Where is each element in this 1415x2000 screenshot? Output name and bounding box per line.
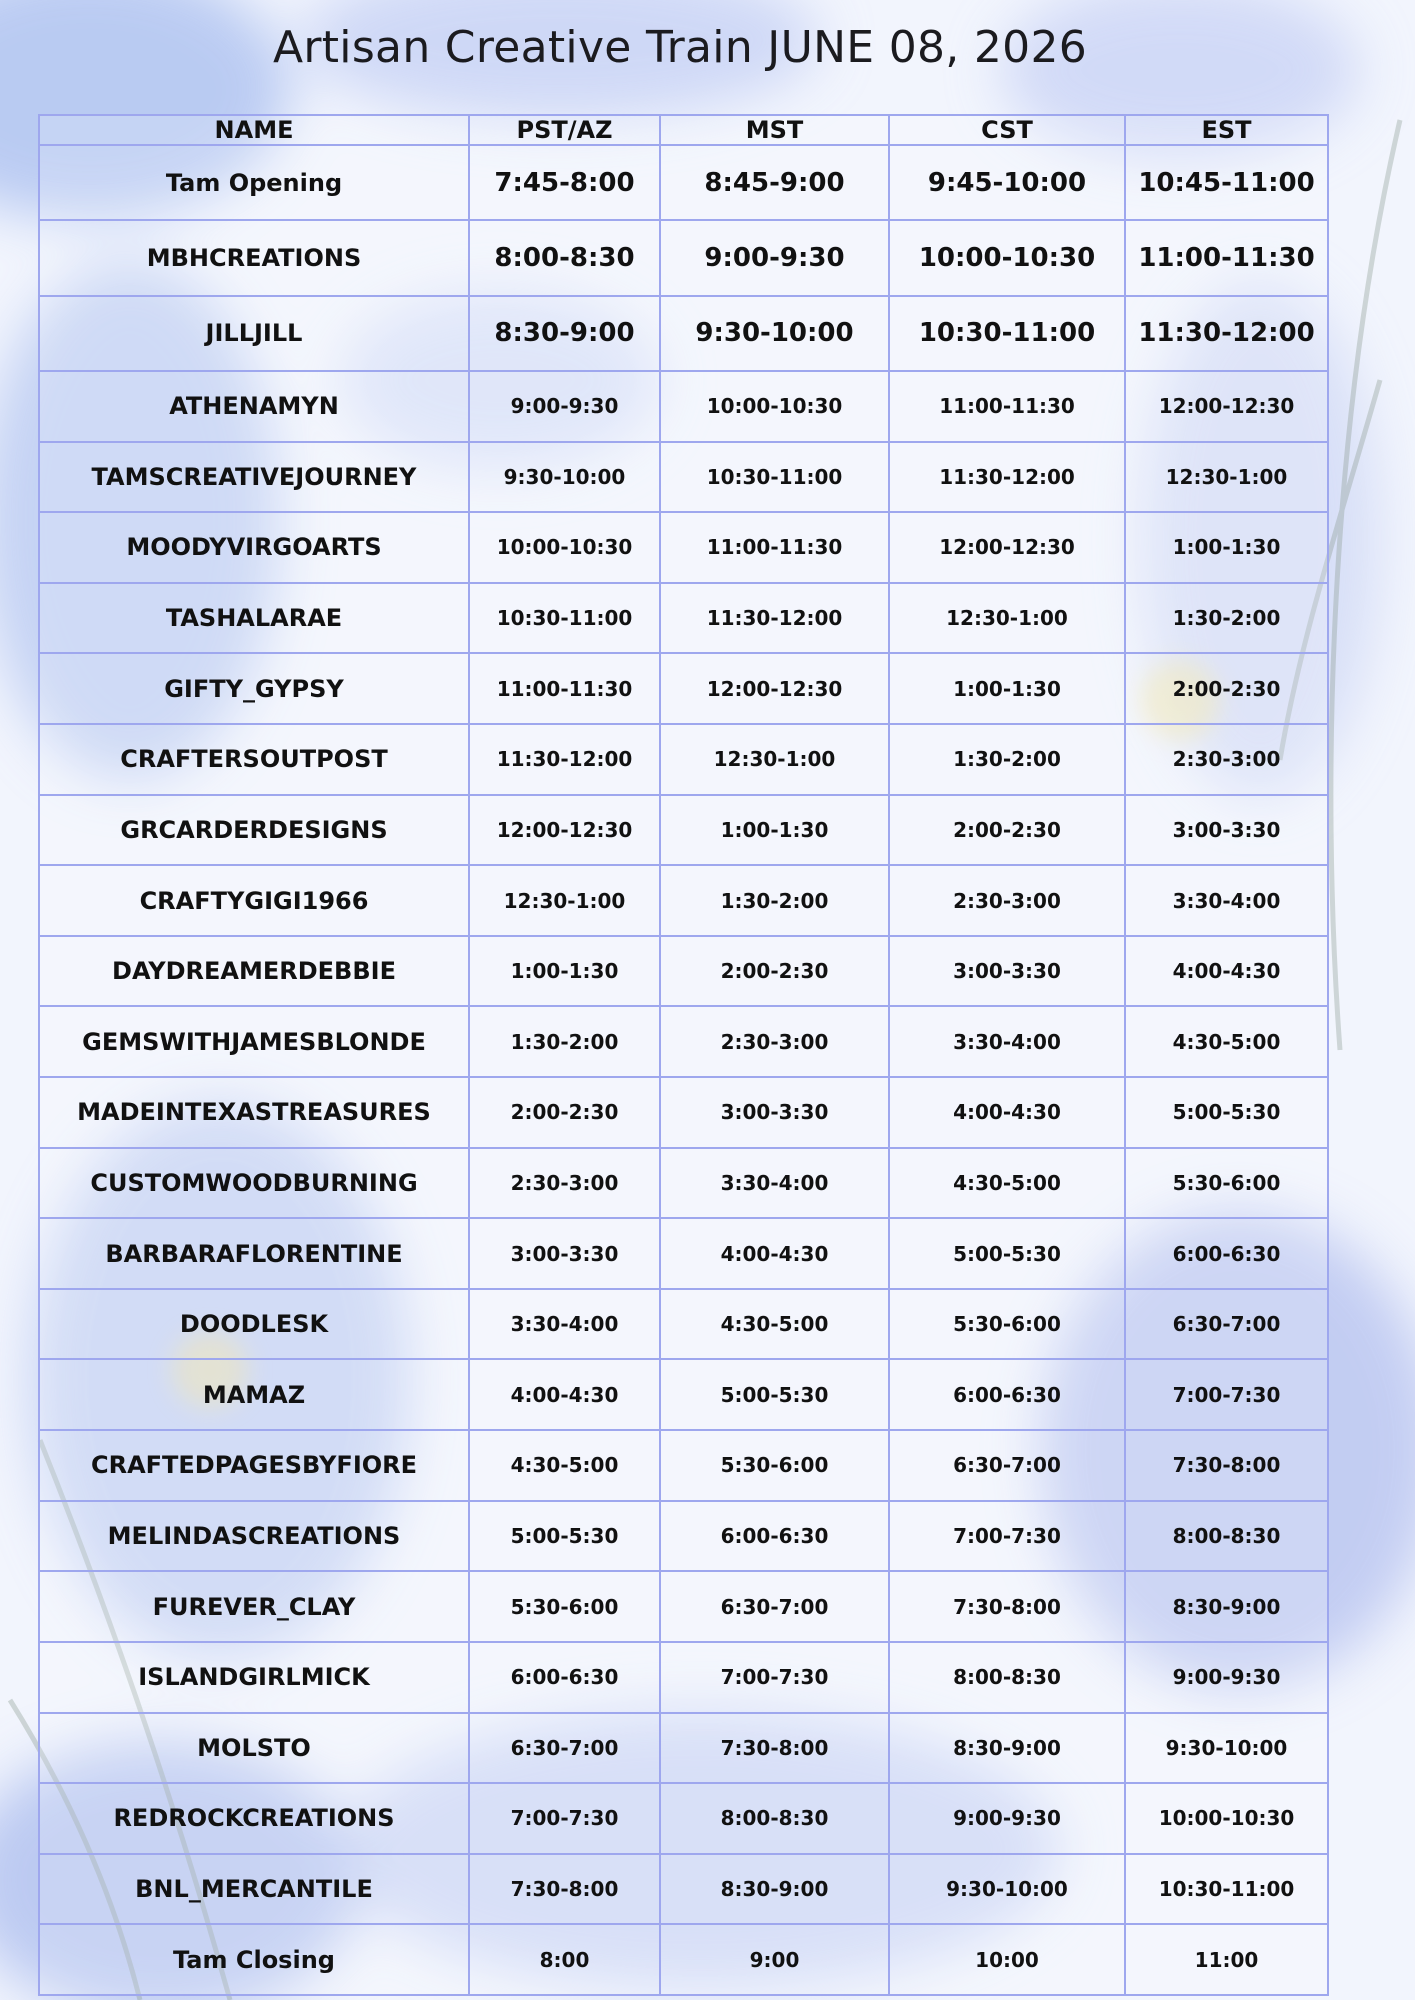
row-mst-time: 4:00-4:30 xyxy=(660,1218,889,1289)
row-name: GRCARDERDESIGNS xyxy=(39,795,469,866)
row-cst-time: 3:30-4:00 xyxy=(889,1006,1125,1077)
table-row xyxy=(39,1359,1328,1430)
table-row xyxy=(39,1077,1328,1148)
row-cst-time: 10:30-11:00 xyxy=(889,296,1125,371)
row-name: MELINDASCREATIONS xyxy=(39,1501,469,1572)
row-pst-time: 10:30-11:00 xyxy=(469,583,660,654)
row-name: TAMSCREATIVEJOURNEY xyxy=(39,442,469,513)
row-mst-time: 1:30-2:00 xyxy=(660,865,889,936)
row-pst-time: 9:30-10:00 xyxy=(469,442,660,513)
row-mst-time: 6:30-7:00 xyxy=(660,1571,889,1642)
row-name: BNL_MERCANTILE xyxy=(39,1854,469,1925)
row-est-time: 5:30-6:00 xyxy=(1125,1148,1328,1219)
row-mst-time: 2:30-3:00 xyxy=(660,1006,889,1077)
row-pst-time: 1:00-1:30 xyxy=(469,936,660,1007)
table-row xyxy=(39,936,1328,1007)
row-mst-time: 9:30-10:00 xyxy=(660,296,889,371)
row-cst-time: 5:30-6:00 xyxy=(889,1289,1125,1360)
header-pst-az: PST/AZ xyxy=(469,115,660,145)
row-mst-time: 1:00-1:30 xyxy=(660,795,889,866)
row-mst-time: 6:00-6:30 xyxy=(660,1501,889,1572)
row-mst-time: 7:30-8:00 xyxy=(660,1713,889,1784)
table-row xyxy=(39,795,1328,866)
row-mst-time: 5:00-5:30 xyxy=(660,1359,889,1430)
row-cst-time: 5:00-5:30 xyxy=(889,1218,1125,1289)
row-est-time: 4:30-5:00 xyxy=(1125,1006,1328,1077)
row-est-time: 12:00-12:30 xyxy=(1125,371,1328,442)
row-cst-time: 9:30-10:00 xyxy=(889,1854,1125,1925)
row-name: MOLSTO xyxy=(39,1713,469,1784)
row-pst-time: 6:00-6:30 xyxy=(469,1642,660,1713)
row-name: MBHCREATIONS xyxy=(39,220,469,295)
row-est-time: 6:30-7:00 xyxy=(1125,1289,1328,1360)
row-cst-time: 8:00-8:30 xyxy=(889,1642,1125,1713)
row-pst-time: 7:45-8:00 xyxy=(469,145,660,220)
row-est-time: 5:00-5:30 xyxy=(1125,1077,1328,1148)
row-pst-time: 2:30-3:00 xyxy=(469,1148,660,1219)
row-est-time: 8:30-9:00 xyxy=(1125,1571,1328,1642)
table-row xyxy=(39,724,1328,795)
row-est-time: 3:30-4:00 xyxy=(1125,865,1328,936)
row-cst-time: 2:30-3:00 xyxy=(889,865,1125,936)
row-mst-time: 3:00-3:30 xyxy=(660,1077,889,1148)
row-cst-time: 11:30-12:00 xyxy=(889,442,1125,513)
row-cst-time: 1:30-2:00 xyxy=(889,724,1125,795)
table-row xyxy=(39,1924,1328,1995)
row-mst-time: 3:30-4:00 xyxy=(660,1148,889,1219)
row-pst-time: 11:00-11:30 xyxy=(469,653,660,724)
row-est-time: 11:30-12:00 xyxy=(1125,296,1328,371)
table-row xyxy=(39,1218,1328,1289)
row-pst-time: 2:00-2:30 xyxy=(469,1077,660,1148)
schedule-table xyxy=(38,114,1329,1996)
table-row xyxy=(39,371,1328,442)
table-row xyxy=(39,296,1328,371)
table-row xyxy=(39,1713,1328,1784)
table-row xyxy=(39,1854,1328,1925)
row-est-time: 10:30-11:00 xyxy=(1125,1854,1328,1925)
row-name: FUREVER_CLAY xyxy=(39,1571,469,1642)
row-mst-time: 7:00-7:30 xyxy=(660,1642,889,1713)
row-pst-time: 10:00-10:30 xyxy=(469,512,660,583)
table-row xyxy=(39,1148,1328,1219)
row-mst-time: 4:30-5:00 xyxy=(660,1289,889,1360)
row-name: ATHENAMYN xyxy=(39,371,469,442)
row-mst-time: 5:30-6:00 xyxy=(660,1430,889,1501)
row-pst-time: 7:00-7:30 xyxy=(469,1783,660,1854)
row-mst-time: 10:30-11:00 xyxy=(660,442,889,513)
table-row xyxy=(39,1783,1328,1854)
row-name: BARBARAFLORENTINE xyxy=(39,1218,469,1289)
header-est: EST xyxy=(1125,115,1328,145)
row-cst-time: 11:00-11:30 xyxy=(889,371,1125,442)
row-cst-time: 8:30-9:00 xyxy=(889,1713,1125,1784)
row-cst-time: 6:30-7:00 xyxy=(889,1430,1125,1501)
row-cst-time: 9:00-9:30 xyxy=(889,1783,1125,1854)
header-mst: MST xyxy=(660,115,889,145)
row-mst-time: 8:30-9:00 xyxy=(660,1854,889,1925)
row-pst-time: 4:00-4:30 xyxy=(469,1359,660,1430)
row-pst-time: 5:00-5:30 xyxy=(469,1501,660,1572)
row-cst-time: 10:00-10:30 xyxy=(889,220,1125,295)
row-name: Tam Closing xyxy=(39,1924,469,1995)
row-mst-time: 12:00-12:30 xyxy=(660,653,889,724)
row-pst-time: 8:00-8:30 xyxy=(469,220,660,295)
row-name: CRAFTERSOUTPOST xyxy=(39,724,469,795)
row-name: MAMAZ xyxy=(39,1359,469,1430)
row-name: GEMSWITHJAMESBLONDE xyxy=(39,1006,469,1077)
row-pst-time: 1:30-2:00 xyxy=(469,1006,660,1077)
row-pst-time: 11:30-12:00 xyxy=(469,724,660,795)
row-mst-time: 11:00-11:30 xyxy=(660,512,889,583)
row-name: DAYDREAMERDEBBIE xyxy=(39,936,469,1007)
row-cst-time: 12:30-1:00 xyxy=(889,583,1125,654)
row-name: CRAFTYGIGI1966 xyxy=(39,865,469,936)
row-pst-time: 7:30-8:00 xyxy=(469,1854,660,1925)
table-row xyxy=(39,865,1328,936)
table-row xyxy=(39,1430,1328,1501)
row-est-time: 2:30-3:00 xyxy=(1125,724,1328,795)
row-est-time: 4:00-4:30 xyxy=(1125,936,1328,1007)
row-name: Tam Opening xyxy=(39,145,469,220)
row-mst-time: 10:00-10:30 xyxy=(660,371,889,442)
row-cst-time: 12:00-12:30 xyxy=(889,512,1125,583)
table-row xyxy=(39,653,1328,724)
row-est-time: 11:00 xyxy=(1125,1924,1328,1995)
row-mst-time: 9:00 xyxy=(660,1924,889,1995)
table-row xyxy=(39,583,1328,654)
row-name: ISLANDGIRLMICK xyxy=(39,1642,469,1713)
row-name: DOODLESK xyxy=(39,1289,469,1360)
row-cst-time: 4:00-4:30 xyxy=(889,1077,1125,1148)
row-cst-time: 3:00-3:30 xyxy=(889,936,1125,1007)
row-pst-time: 12:00-12:30 xyxy=(469,795,660,866)
row-est-time: 7:30-8:00 xyxy=(1125,1430,1328,1501)
table-row xyxy=(39,512,1328,583)
row-cst-time: 7:30-8:00 xyxy=(889,1571,1125,1642)
row-est-time: 11:00-11:30 xyxy=(1125,220,1328,295)
row-pst-time: 8:00 xyxy=(469,1924,660,1995)
row-cst-time: 7:00-7:30 xyxy=(889,1501,1125,1572)
row-est-time: 10:00-10:30 xyxy=(1125,1783,1328,1854)
table-row xyxy=(39,1006,1328,1077)
row-pst-time: 3:30-4:00 xyxy=(469,1289,660,1360)
row-cst-time: 6:00-6:30 xyxy=(889,1359,1125,1430)
table-header-row xyxy=(39,115,1328,145)
row-pst-time: 12:30-1:00 xyxy=(469,865,660,936)
row-name: TASHALARAE xyxy=(39,583,469,654)
row-est-time: 1:30-2:00 xyxy=(1125,583,1328,654)
row-mst-time: 8:45-9:00 xyxy=(660,145,889,220)
row-est-time: 7:00-7:30 xyxy=(1125,1359,1328,1430)
row-est-time: 8:00-8:30 xyxy=(1125,1501,1328,1572)
row-name: MADEINTEXASTREASURES xyxy=(39,1077,469,1148)
row-cst-time: 1:00-1:30 xyxy=(889,653,1125,724)
row-cst-time: 10:00 xyxy=(889,1924,1125,1995)
row-mst-time: 2:00-2:30 xyxy=(660,936,889,1007)
header-cst: CST xyxy=(889,115,1125,145)
row-est-time: 9:00-9:30 xyxy=(1125,1642,1328,1713)
row-pst-time: 9:00-9:30 xyxy=(469,371,660,442)
row-pst-time: 3:00-3:30 xyxy=(469,1218,660,1289)
row-name: REDROCKCREATIONS xyxy=(39,1783,469,1854)
page-title: Artisan Creative Train JUNE 08, 2026 xyxy=(272,22,1088,73)
row-cst-time: 4:30-5:00 xyxy=(889,1148,1125,1219)
row-pst-time: 6:30-7:00 xyxy=(469,1713,660,1784)
header-name: NAME xyxy=(39,115,469,145)
row-name: GIFTY_GYPSY xyxy=(39,653,469,724)
table-row xyxy=(39,1289,1328,1360)
row-est-time: 12:30-1:00 xyxy=(1125,442,1328,513)
table-row xyxy=(39,1642,1328,1713)
row-mst-time: 8:00-8:30 xyxy=(660,1783,889,1854)
row-est-time: 3:00-3:30 xyxy=(1125,795,1328,866)
row-pst-time: 4:30-5:00 xyxy=(469,1430,660,1501)
row-name: JILLJILL xyxy=(39,296,469,371)
table-row xyxy=(39,145,1328,220)
row-est-time: 2:00-2:30 xyxy=(1125,653,1328,724)
row-cst-time: 9:45-10:00 xyxy=(889,145,1125,220)
row-mst-time: 11:30-12:00 xyxy=(660,583,889,654)
table-row xyxy=(39,1571,1328,1642)
table-row xyxy=(39,1501,1328,1572)
row-pst-time: 5:30-6:00 xyxy=(469,1571,660,1642)
table-row xyxy=(39,220,1328,295)
row-cst-time: 2:00-2:30 xyxy=(889,795,1125,866)
row-name: CUSTOMWOODBURNING xyxy=(39,1148,469,1219)
row-mst-time: 9:00-9:30 xyxy=(660,220,889,295)
row-est-time: 1:00-1:30 xyxy=(1125,512,1328,583)
row-pst-time: 8:30-9:00 xyxy=(469,296,660,371)
row-est-time: 6:00-6:30 xyxy=(1125,1218,1328,1289)
table-row xyxy=(39,442,1328,513)
row-name: CRAFTEDPAGESBYFIORE xyxy=(39,1430,469,1501)
row-mst-time: 12:30-1:00 xyxy=(660,724,889,795)
row-est-time: 9:30-10:00 xyxy=(1125,1713,1328,1784)
row-name: MOODYVIRGOARTS xyxy=(39,512,469,583)
row-est-time: 10:45-11:00 xyxy=(1125,145,1328,220)
